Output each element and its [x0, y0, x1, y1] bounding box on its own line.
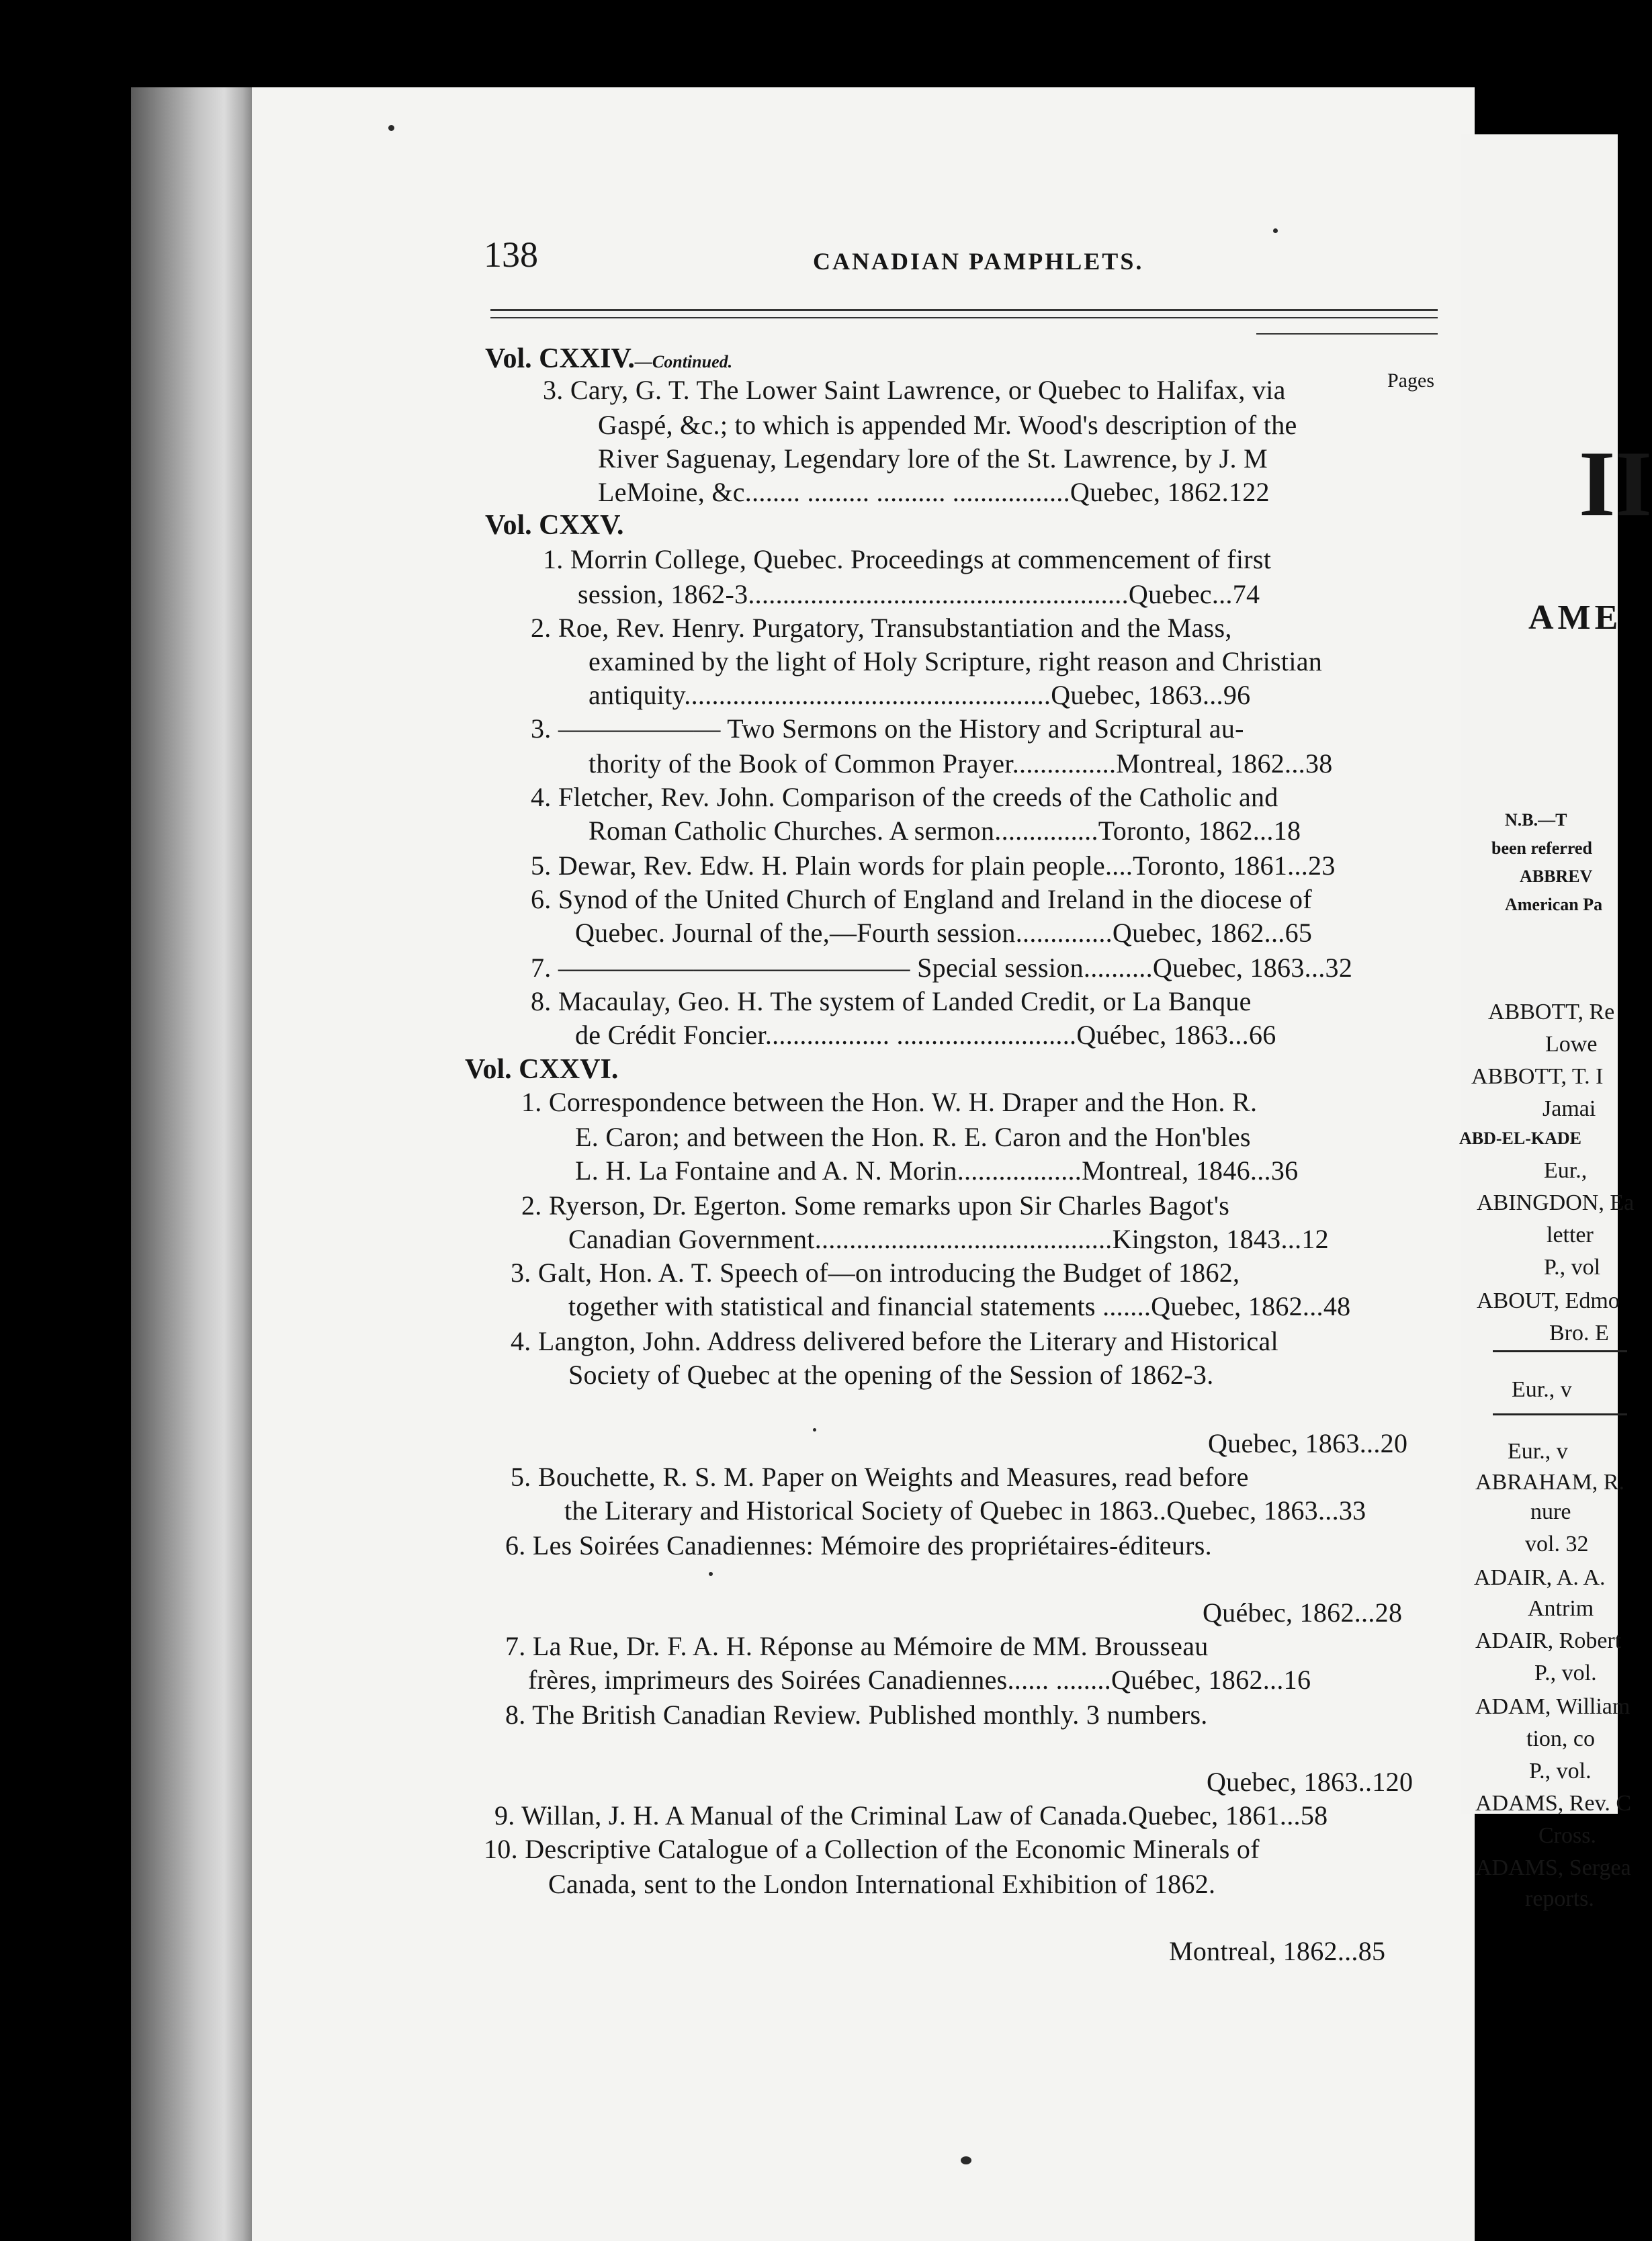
entry-line: de Crédit Foncier.................. ..........................Québec, 1863...66 [575, 1020, 1276, 1050]
right-page-text: nure [1530, 1499, 1571, 1524]
right-page-text: ABBOTT, Re [1488, 1000, 1615, 1024]
entry-line: Quebec, 1863...20 [1208, 1428, 1408, 1458]
right-page-text: ABOUT, Edmo [1477, 1288, 1620, 1313]
entry-line: 5. Bouchette, R. S. M. Paper on Weights and Measures, read before [511, 1462, 1249, 1492]
entry-line: River Saguenay, Legendary lore of the St. Lawrence, by J. M [598, 443, 1268, 474]
entry-line: Quebec, 1863..120 [1207, 1767, 1414, 1797]
right-page-text: ABBOTT, T. I [1471, 1064, 1604, 1089]
entry-line: Canadian Government...........................................Kingston, 1843...12 [568, 1224, 1329, 1254]
volume-heading [485, 343, 732, 375]
pages-column-label: Pages [1387, 369, 1434, 392]
entry-line: 6. Les Soirées Canadiennes: Mémoire des propriétaires-éditeurs. [505, 1530, 1212, 1561]
right-page-text: Eur., v [1512, 1377, 1572, 1402]
scan-speck [813, 1428, 816, 1432]
right-page-text: ADAIR, A. A. [1474, 1565, 1606, 1590]
right-page-text: vol. 32 [1525, 1532, 1589, 1556]
entry-line: Quebec. Journal of the,—Fourth session..............Quebec, 1862...65 [575, 918, 1313, 948]
volume-heading [485, 509, 624, 541]
entry-line: 3. Cary, G. T. The Lower Saint Lawrence, or Quebec to Halifax, via [543, 375, 1286, 405]
entry-line: the Literary and Historical Society of Quebec in 1863..Quebec, 1863...33 [564, 1495, 1366, 1526]
volume-label: Vol. CXXIV. [485, 343, 635, 374]
entry-line: Roman Catholic Churches. A sermon...............Toronto, 1862...18 [589, 816, 1301, 846]
entry-line: L. H. La Fontaine and A. N. Morin..................Montreal, 1846...36 [575, 1155, 1299, 1186]
header-rule-top [490, 309, 1438, 311]
entry-line: 2. Roe, Rev. Henry. Purgatory, Transubstantiation and the Mass, [531, 613, 1232, 643]
entry-line: 8. Macaulay, Geo. H. The system of Landed Credit, or La Banque [531, 986, 1252, 1016]
entry-line: 9. Willan, J. H. A Manual of the Criminal Law of Canada.Quebec, 1861...58 [494, 1800, 1328, 1831]
page-number: 138 [484, 234, 538, 275]
entry-line: Québec, 1862...28 [1203, 1597, 1403, 1628]
header-rule-short [1256, 333, 1438, 335]
right-page-text: Jamai [1542, 1096, 1596, 1121]
entry-line: LeMoine, &c........ ......... .......... .................Quebec, 1862.122 [598, 477, 1270, 507]
entry-line: 8. The British Canadian Review. Published monthly. 3 numbers. [505, 1700, 1208, 1730]
right-page-rule [1493, 1350, 1627, 1352]
entry-line: 7. La Rue, Dr. F. A. H. Réponse au Mémoire de MM. Brousseau [505, 1631, 1209, 1661]
right-page-text: N.B.—T [1505, 810, 1567, 830]
entry-line: 2. Ryerson, Dr. Egerton. Some remarks upon Sir Charles Bagot's [521, 1190, 1230, 1221]
volume-label: Vol. CXXV. [485, 510, 624, 541]
right-page-text: ABD-EL-KADE [1459, 1129, 1582, 1148]
right-page-text: ADAMS, Rev. C [1475, 1791, 1632, 1816]
entry-line: 3. Galt, Hon. A. T. Speech of—on introducing the Budget of 1862, [511, 1258, 1240, 1288]
entry-line: examined by the light of Holy Scripture, right reason and Christian [589, 646, 1323, 676]
entry-line: Montreal, 1862...85 [1169, 1936, 1386, 1966]
scan-speck [709, 1572, 713, 1576]
header-rule-bottom [490, 317, 1438, 318]
right-page-text: reports. [1525, 1886, 1594, 1911]
right-page-text: ADAM, William [1475, 1694, 1631, 1719]
right-page-edge [1461, 134, 1618, 1814]
right-page-text: tion, co [1526, 1726, 1595, 1751]
right-page-text: P., vol [1544, 1255, 1601, 1280]
right-page-text: Bro. E [1549, 1321, 1609, 1346]
entry-line: antiquity.....................................................Quebec, 1863...96 [589, 680, 1251, 710]
entry-line: 6. Synod of the United Church of England and Ireland in the diocese of [531, 884, 1312, 914]
right-page-text: ADAIR, Robert [1475, 1628, 1622, 1653]
entry-line: together with statistical and financial statements .......Quebec, 1862...48 [568, 1291, 1351, 1321]
right-page-text: P., vol. [1529, 1759, 1592, 1784]
right-page-text: ADAMS, Sergea [1475, 1855, 1631, 1880]
book-spine-shadow [131, 87, 255, 2241]
right-page-text: ABINGDON, Ea [1477, 1190, 1635, 1215]
right-page-text: II [1579, 432, 1652, 536]
right-page-text: been referred [1491, 838, 1592, 858]
continued-label: —Continued. [634, 352, 733, 371]
scan-speck [961, 2156, 971, 2164]
entry-line: 4. Fletcher, Rev. John. Comparison of the creeds of the Catholic and [531, 782, 1278, 812]
entry-line: 10. Descriptive Catalogue of a Collection of the Economic Minerals of [484, 1834, 1260, 1864]
entry-line: 4. Langton, John. Address delivered before the Literary and Historical [511, 1326, 1278, 1356]
entry-line: 7. ————————————— Special session..........Quebec, 1863...32 [531, 953, 1353, 983]
right-page-text: Lowe [1545, 1032, 1598, 1057]
entry-line: 1. Morrin College, Quebec. Proceedings at commencement of first [543, 544, 1272, 574]
entry-line: thority of the Book of Common Prayer...............Montreal, 1862...38 [589, 748, 1333, 779]
right-page-text: AME [1528, 599, 1622, 637]
volume-label: Vol. CXXVI. [465, 1054, 619, 1085]
right-page-text: ABBREV [1520, 867, 1593, 886]
entry-line: 3. —————— Two Sermons on the History and Scriptural au- [531, 713, 1244, 744]
right-page-text: Eur., [1544, 1158, 1588, 1183]
entry-line: 1. Correspondence between the Hon. W. H. Draper and the Hon. R. [521, 1087, 1258, 1117]
right-page-text: P., vol. [1534, 1661, 1597, 1685]
right-page-text: Eur., v [1508, 1439, 1568, 1464]
entry-line: session, 1862-3.......................................................Quebec...74 [578, 579, 1260, 609]
entry-line: Canada, sent to the London International Exhibition of 1862. [548, 1869, 1216, 1899]
right-page-text: ABRAHAM, R. [1475, 1470, 1624, 1495]
right-page-text: Cross. [1538, 1823, 1596, 1848]
volume-heading [465, 1053, 618, 1086]
scan-speck [1273, 228, 1278, 233]
entry-line: 5. Dewar, Rev. Edw. H. Plain words for plain people....Toronto, 1861...23 [531, 850, 1336, 881]
entry-line: Gaspé, &c.; to which is appended Mr. Wood's description of the [598, 410, 1297, 440]
right-page-text: Antrim [1528, 1596, 1594, 1621]
entry-line: E. Caron; and between the Hon. R. E. Caron and the Hon'bles [575, 1122, 1251, 1152]
right-page-text: letter [1547, 1223, 1594, 1247]
entry-line: Society of Quebec at the opening of the Session of 1862-3. [568, 1360, 1214, 1390]
right-page-rule [1493, 1413, 1627, 1415]
scan-speck [388, 125, 394, 131]
right-page-text: American Pa [1505, 895, 1603, 914]
entry-line: frères, imprimeurs des Soirées Canadiennes...... ........Québec, 1862...16 [528, 1665, 1311, 1695]
running-title: CANADIAN PAMPHLETS. [813, 248, 1144, 275]
